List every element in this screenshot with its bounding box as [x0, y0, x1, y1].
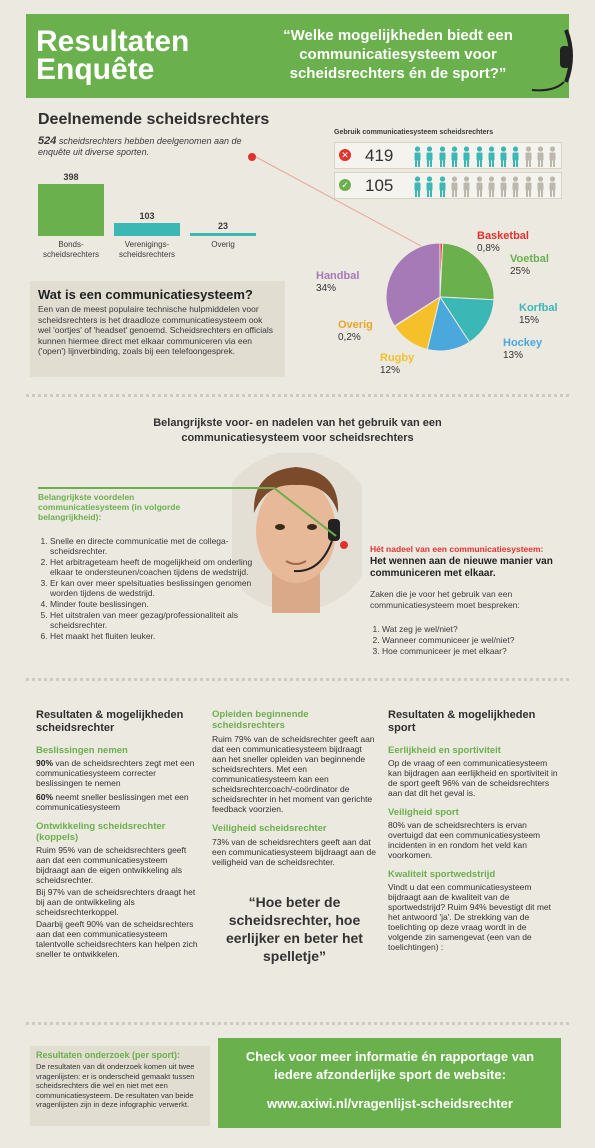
decisions-title: Beslissingen nemen	[36, 745, 128, 756]
bar-label-1: Verenigings-scheidsrechters	[118, 240, 176, 259]
research-box	[30, 1046, 210, 1126]
person-icon	[425, 176, 434, 197]
header-banner	[26, 14, 569, 98]
bar-label-0: Bonds-scheidsrechters	[42, 240, 100, 259]
pros-item-3: 3. Er kan over meer spelsituaties beslissingen genomen worden tijdens de wedstrijd.	[50, 578, 273, 598]
pros-item-1: 1. Snelle en directe communicatie met de collega-scheidsrechter.	[50, 536, 273, 556]
discuss-item-3: 3. Hoe communiceer je met elkaar?	[382, 646, 570, 656]
pie-label-korfbal: Korfbal 15%	[519, 302, 558, 326]
sport-safety-text: 80% van de scheidsrechters is ervan overtuigd dat een communicatiesysteem incidenten in en rondom het veld kan voorkomen.	[388, 820, 541, 860]
usage-row-yes	[334, 172, 562, 199]
discuss-item-1: 1. Wat zeg je wel/niet?	[382, 624, 570, 634]
fairness-title: Eerlijkheid en sportiviteit	[388, 745, 501, 756]
person-icon	[413, 146, 422, 167]
discuss-item-2: 2. Wanneer communiceer je wel/niet?	[382, 635, 570, 645]
discuss-list	[370, 624, 570, 657]
fairness-text: Op de vraag of een communicatiesysteem kan bijdragen aan eerlijkheid en sportiviteit in de sport geeft 96% van de scheidsrechters aan dat dit het geval is.	[388, 758, 558, 798]
usage-row-no	[334, 142, 562, 169]
quality-title: Kwaliteit sportwedstrijd	[388, 869, 496, 880]
website-link[interactable]: www.axiwi.nl/vragenlijst-scheidsrechter	[267, 1096, 513, 1111]
person-icon	[499, 176, 508, 197]
person-icon	[450, 176, 459, 197]
person-icon	[475, 176, 484, 197]
person-icon	[462, 176, 471, 197]
participants-count: 524	[38, 135, 57, 147]
pie-label-rugby: Rugby 12%	[380, 352, 415, 376]
quote: “Hoe beter de scheidsrechter, hoe eerlijker en beter het spelletje”	[226, 894, 363, 964]
research-text: De resultaten van dit onderzoek komen uit twee vragenlijsten: er is onderscheid gemaakt tussen scheidsrechters die wel en niet met een communicatiesysteem. De resultaten van beide vragenlijsten zijn in deze infographic verwerkt.	[36, 1062, 195, 1109]
person-icon	[438, 146, 447, 167]
con-pointer-dot	[340, 541, 348, 549]
person-icon	[487, 176, 496, 197]
bar-0	[38, 184, 104, 236]
person-icon	[499, 146, 508, 167]
research-title: Resultaten onderzoek (per sport):	[36, 1050, 181, 1060]
cta-box	[218, 1038, 561, 1128]
safety-title: Veiligheid scheidsrechter	[212, 823, 327, 834]
check-icon: ✓	[339, 179, 351, 191]
pros-item-2: 2. Het arbitrageteam heeft de mogelijkheid om onderling elkaar te ondersteunen/coachen tijdens de wedstrijd.	[50, 557, 273, 577]
sport-safety-title: Veiligheid sport	[388, 807, 459, 818]
results-sport-title: Resultaten & mogelijkheden sport	[388, 709, 536, 734]
pie-label-voetbal: Voetbal 25%	[510, 253, 549, 277]
con-text: Het wennen aan de nieuwe manier van communiceren met elkaar.	[370, 556, 553, 579]
person-icon	[511, 146, 520, 167]
divider	[26, 394, 569, 397]
usage-no-count: 419	[365, 146, 394, 165]
discuss-intro: Zaken die je voor het gebruik van een communicatiesysteem moet bespreken:	[370, 589, 520, 610]
participants-description: scheidsrechters hebben deelgenomen aan de enquête uit diverse sporten.	[38, 136, 242, 157]
training-title: Opleiden beginnende scheidsrechters	[212, 709, 309, 731]
decisions-p1: 90% van de scheidsrechters zegt met een communicatiesysteem correcter beslissingen te nemen	[36, 758, 195, 788]
title-line-1: Resultaten	[36, 25, 190, 58]
pie-label-basketbal: Basketbal 0,8%	[477, 230, 529, 254]
development-p3: Daarbij geeft 90% van de scheidsrechters aan dat een communicatiesysteem talentvolle scheidsrechters kan helpen zich sneller te ontwikkelen.	[36, 919, 198, 959]
pie-label-hockey: Hockey 13%	[503, 337, 543, 361]
training-text: Ruim 79% van de scheidsrechter geeft aan dat een communicatiesysteem bijdraagt aan het sneller opleiden van beginnende scheidsrechters. Met een communicatiesysteem kan een scheidsrechtercoach/-coördinator de scheidsrechter in het moment van gerichte feedback voorzien.	[212, 734, 375, 814]
safety-text: 73% van de scheidsrechters geeft aan dat een communicatiesysteem bijdraagt aan de veiligheid van de scheidsrechter.	[212, 837, 376, 867]
results-referee-column	[36, 709, 201, 959]
pie-label-handbal: Handbal 34%	[316, 270, 360, 294]
quality-text: Vindt u dat een communicatiesysteem bijdraagt aan de kwaliteit van de sportwedstrijd? Ruim 94% bevestigt dit met het antwoord 'ja'. De strekking van de toelichting op deze vraag wordt in de volgende zin samengevat (een van de toelichtingen) :	[388, 882, 551, 952]
pie-label-overig: Overig 0,2%	[338, 319, 373, 343]
person-icon	[475, 146, 484, 167]
results-referee-title: Resultaten & mogelijkheden scheidsrechter	[36, 709, 184, 734]
results-middle-column	[212, 709, 377, 965]
person-icon	[524, 176, 533, 197]
person-icon	[548, 176, 557, 197]
person-icon	[425, 146, 434, 167]
pros-cons-title: Belangrijkste voor- en nadelen van het gebruik van een communicatiesysteem voor scheidsrechters	[153, 417, 442, 444]
decisions-p2: 60% neemt sneller beslissingen met een communicatiesysteem	[36, 792, 189, 812]
person-icon	[413, 176, 422, 197]
title-line-2: Enquête	[36, 53, 155, 86]
person-icon	[524, 146, 533, 167]
results-sport-column	[388, 709, 558, 952]
pros-title: Belangrijkste voordelen communicatiesysteem (in volgorde belangrijkheid):	[38, 492, 181, 522]
person-icon	[548, 146, 557, 167]
participants-title: Deelnemende scheidsrechters	[38, 111, 270, 128]
person-icon	[487, 146, 496, 167]
usage-yes-count: 105	[365, 176, 394, 195]
person-icon	[450, 146, 459, 167]
person-icon	[536, 146, 545, 167]
headset-icon	[526, 26, 578, 98]
pros-item-5: 5. Het uitstralen van meer gezag/professionaliteit als scheidsrechter.	[50, 610, 273, 630]
bar-1	[114, 223, 180, 236]
usage-no-people	[413, 146, 561, 168]
header-quote: “Welke mogelijkheden biedt een communicatiesysteem voor scheidsrechters én de sport?”	[283, 27, 513, 82]
participants-count-text	[38, 136, 268, 158]
development-p2: Bij 97% van de scheidsrechters draagt het bij aan de ontwikkeling als scheidsrechterkoppel.	[36, 887, 196, 917]
bar-2	[190, 233, 256, 236]
bar-value-2: 23	[217, 221, 228, 231]
definition-box	[30, 281, 285, 377]
bar-value-0: 398	[63, 172, 79, 182]
bar-label-2: Overig	[211, 240, 235, 249]
usage-yes-people	[413, 176, 561, 198]
divider	[26, 678, 569, 681]
pros-item-4: 4. Minder foute beslissingen.	[50, 599, 273, 609]
cross-icon: ✕	[339, 149, 351, 161]
definition-title: Wat is een communicatiesysteem?	[38, 287, 253, 302]
bar-value-1: 103	[139, 211, 155, 221]
person-icon	[462, 146, 471, 167]
participants-bar-chart	[38, 170, 268, 262]
person-icon	[536, 176, 545, 197]
cta-text: Check voor meer informatie én rapportage van iedere afzonderlijke sport de website:	[245, 1049, 535, 1082]
pros-item-6: 6. Het maakt het fluiten leuker.	[50, 631, 273, 641]
definition-text: Een van de meest populaire technische hulpmiddelen voor scheidsrechters is het draadloze communicatiesysteem ook wel 'oortjes' of 'headset' genoemd. Scheidsrechters en officials kunnen hiermee direct met elkaar communiceren via een ('open') lijnverbinding, zoals bij een telefoongesprek.	[38, 304, 274, 356]
development-title: Ontwikkeling scheidsrechter (koppels)	[36, 821, 166, 843]
pros-list	[38, 536, 273, 642]
con-title: Hét nadeel van een communicatiesysteem:	[370, 544, 544, 554]
divider	[26, 1022, 569, 1025]
development-p1: Ruim 95% van de scheidsrechters geeft aan dat een communicatiesysteem bijdraagt aan de eigen ontwikkeling als scheidsrechter.	[36, 845, 187, 885]
person-icon	[438, 176, 447, 197]
usage-title: Gebruik communicatiesysteem scheidsrechters	[334, 129, 494, 136]
sports-pie-chart	[385, 242, 495, 352]
person-icon	[511, 176, 520, 197]
